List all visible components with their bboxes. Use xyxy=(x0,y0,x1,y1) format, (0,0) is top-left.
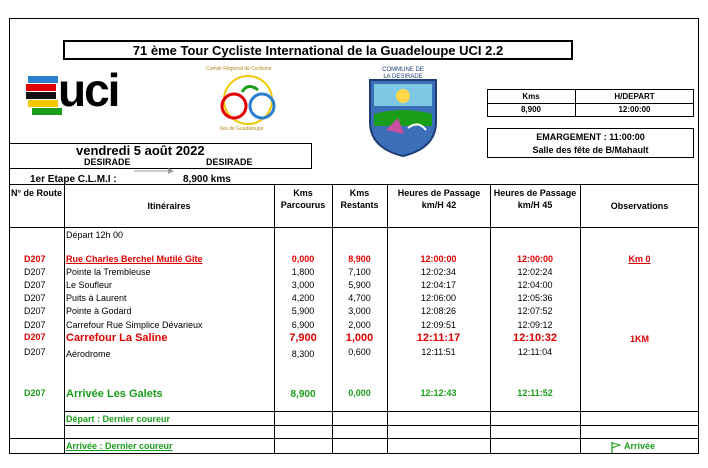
header-itineraires: Itinéraires xyxy=(147,201,191,211)
comite-text: Comité Régional de Cyclisme xyxy=(206,66,272,72)
etape-km: 8,900 kms xyxy=(183,174,231,185)
header-h42: Heures de Passage km/H 42 xyxy=(397,188,481,210)
desirade-top-text: COMMUNE DE xyxy=(382,67,424,73)
header-restants: Kms Restants xyxy=(340,188,379,210)
hdepart-value: 12:00:00 xyxy=(618,105,651,114)
header-parcourus: Kms Parcourus xyxy=(280,188,326,210)
header-h45: Heures de Passage km/H 45 xyxy=(493,188,577,210)
route-from: DESIRADE xyxy=(84,157,131,167)
arrow-right-icon xyxy=(134,161,174,167)
uci-logo xyxy=(20,66,160,138)
emargement-text: EMARGEMENT : 11:00:00 xyxy=(536,132,645,142)
comite-regional-logo xyxy=(192,64,304,136)
depart-dernier: Départ : Dernier coureur xyxy=(66,414,171,424)
obs-arrivee: Arrivée xyxy=(624,441,656,451)
salle-text: Salle des fête de B/Mahault xyxy=(532,145,649,155)
comite-bottom-text: Iles de Guadeloupe xyxy=(220,126,264,132)
etape-label: 1er Etape C.L.M.I : xyxy=(30,174,117,185)
header-route: N° de Route xyxy=(10,188,63,198)
route-to: DESIRADE xyxy=(206,157,253,167)
hdepart-label: H/DEPART xyxy=(614,92,655,101)
kms-label: Kms xyxy=(522,92,540,101)
desirade-crest xyxy=(368,66,438,158)
depart-note: Départ 12h 00 xyxy=(66,230,124,240)
race-date: vendredi 5 août 2022 xyxy=(76,143,205,158)
page-title: 71 ème Tour Cycliste International de la Guadeloupe UCI 2.2 xyxy=(63,40,573,60)
uci-text: uci xyxy=(58,64,119,116)
desirade-name-text: LA DESIRADE xyxy=(383,74,423,80)
flag-icon xyxy=(611,440,621,451)
header-observations: Observations xyxy=(610,201,669,211)
kms-value: 8,900 xyxy=(520,105,542,114)
arrivee-dernier: Arrivée : Dernier coureur xyxy=(66,441,173,451)
